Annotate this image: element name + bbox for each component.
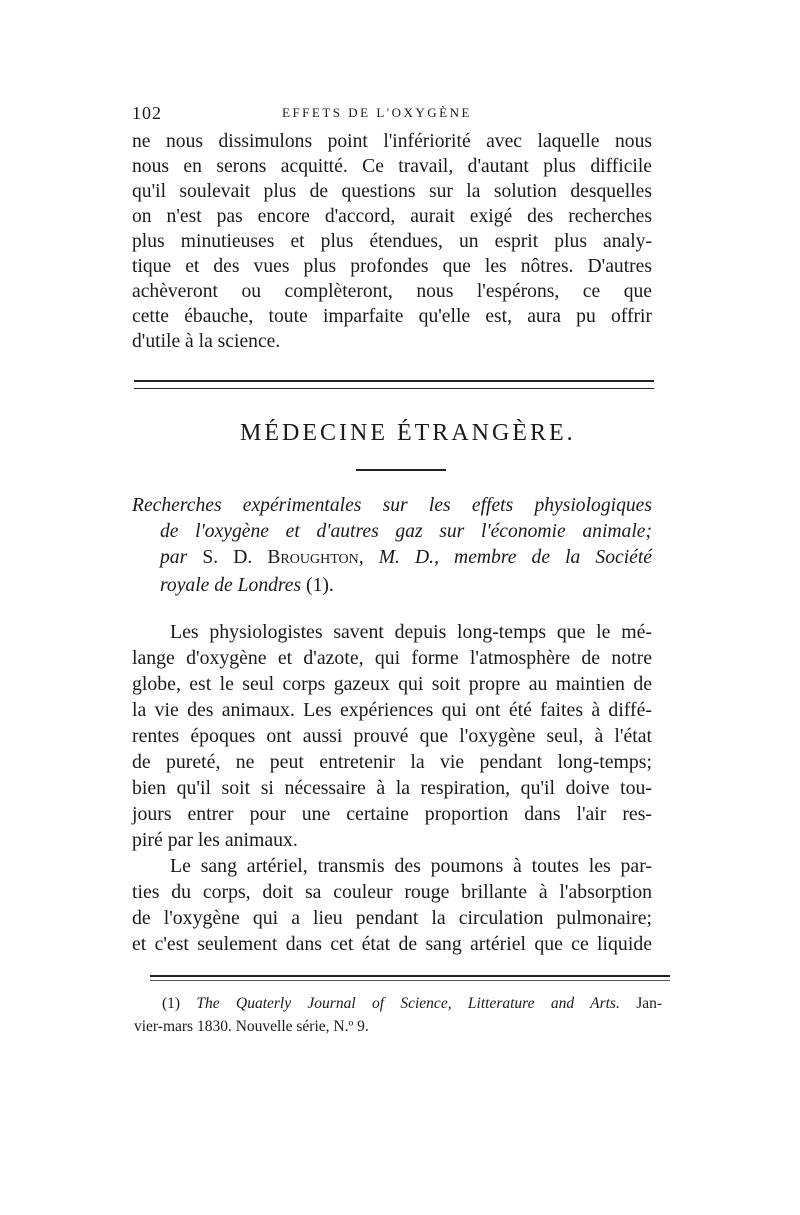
title-rule <box>356 469 446 471</box>
footnote-journal: The Quaterly Journal of Science, Litterature and Arts. <box>196 995 620 1012</box>
article-title-line: de l'oxygène et d'autres gaz sur l'économie animale; <box>160 521 652 542</box>
footnote-line: vier-mars 1830. Nouvelle série, N.º 9. <box>134 1018 369 1035</box>
running-title: EFFETS DE L'OXYGÈNE <box>282 105 472 120</box>
body-line: de l'oxygène qui a lieu pendant la circulation pulmonaire; <box>132 907 652 929</box>
article-title-line <box>160 574 652 598</box>
footnote-line <box>162 992 662 1016</box>
body-line: globe, est le seul corps gazeux qui soit propre au maintien de <box>132 673 652 695</box>
body-line: Le sang artériel, transmis des poumons à toutes les par- <box>170 855 652 877</box>
body-line: jours entrer pour une certaine proportion dans l'air res- <box>132 803 652 825</box>
intro-line: tique et des vues plus profondes que les nôtres. D'autres <box>132 256 652 277</box>
section-title: MÉDECINE ÉTRANGÈRE. <box>240 420 576 446</box>
intro-line: on n'est pas encore d'accord, aurait exigé des recherches <box>132 206 652 227</box>
author-affiliation: , membre de la Société <box>434 547 652 568</box>
body-line: et c'est seulement dans cet état de sang artériel que ce liquide <box>132 933 652 955</box>
society-name: royale de Londres <box>160 575 302 596</box>
intro-line: d'utile à la science. <box>132 331 281 352</box>
footnote-rule <box>150 975 670 981</box>
footnote-marker: (1) <box>162 995 181 1012</box>
body-line: Les physiologistes savent depuis long-temps que le mé- <box>170 621 652 643</box>
article-title-line: Recherches expérimentales sur les effets physiologiques <box>132 495 652 516</box>
byline-prefix: par <box>160 547 188 568</box>
intro-line: cette ébauche, toute imparfaite qu'elle est, aura pu offrir <box>132 306 652 327</box>
author-name: S. D. Broughton <box>202 547 359 568</box>
body-line: piré par les animaux. <box>132 829 298 851</box>
intro-line: ne nous dissimulons point l'infériorité avec laquelle nous <box>132 131 652 152</box>
body-line: bien qu'il soit si nécessaire à la respiration, qu'il doive tou- <box>132 777 652 799</box>
intro-line: qu'il soulevait plus de questions sur la solution desquelles <box>132 181 652 202</box>
footnote-reference: (1). <box>306 575 334 596</box>
footnote-tail: Jan- <box>636 995 663 1012</box>
page-number: 102 <box>132 103 162 123</box>
intro-line: plus minutieuses et plus étendues, un esprit plus analy- <box>132 231 652 252</box>
intro-line: achèveront ou complèteront, nous l'espérons, ce que <box>132 281 652 302</box>
running-head <box>132 103 662 127</box>
section-double-rule <box>134 380 654 389</box>
article-byline: par S. D. Broughton, M. D., membre de la Société <box>160 547 652 568</box>
body-line: de pureté, ne peut entretenir la vie pendant long-temps; <box>132 751 652 773</box>
body-line: la vie des animaux. Les expériences qui ont été faites à diffé- <box>132 699 652 721</box>
author-degree: M. D. <box>378 547 435 568</box>
body-line: lange d'oxygène et d'azote, qui forme l'atmosphère de notre <box>132 647 652 669</box>
body-line: rentes époques ont aussi prouvé que l'oxygène seul, à l'état <box>132 725 652 747</box>
body-line: ties du corps, doit sa couleur rouge brillante à l'absorption <box>132 881 652 903</box>
intro-line: nous en serons acquitté. Ce travail, d'autant plus difficile <box>132 156 652 177</box>
